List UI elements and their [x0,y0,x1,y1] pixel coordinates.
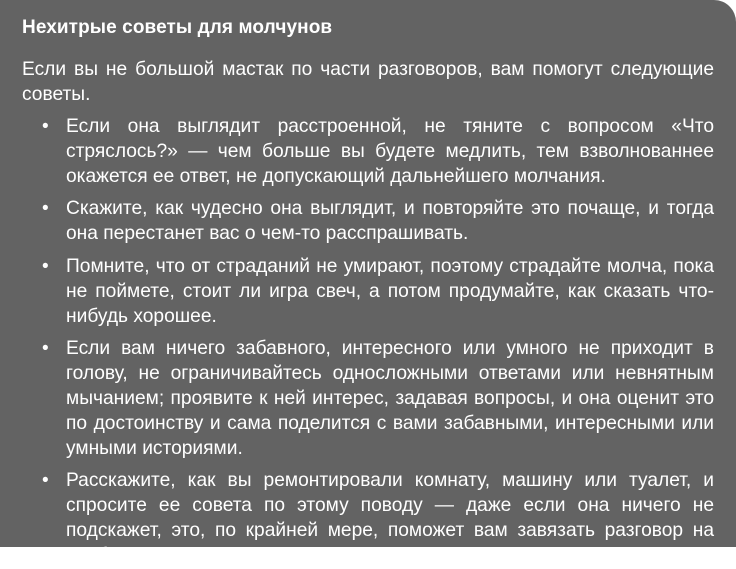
box-title: Нехитрые советы для молчунов [22,17,333,38]
tip-text: Помните, что от страданий не умирают, поэтому страдайте молча, пока не поймете, стоит ли игра свеч, а потом продумайте, как сказать что-нибудь хорошее. [66,255,714,327]
list-item [22,337,714,461]
tip-text: Расскажите, как вы ремонтировали комнату, машину или туалет, и спросите ее совета по этому поводу — даже если она ничего не подскажет, это, по крайней мере, поможет вам завязать разговор на удобную для вас тему (кроме туалета). [66,470,714,566]
tips-list [22,115,714,569]
intro-paragraph: Если вы не большой мастак по части разговоров, вам помогут следующие советы. [22,59,714,105]
list-item [22,255,714,329]
bullet-icon: • [42,255,49,277]
tip-text: Если она выглядит расстроенной, не тяните с вопросом «Что стряслось?» — чем больше вы будете медлить, тем взволнованнее окажется ее ответ, не допускающий дальнейшего молчания. [66,116,714,187]
bullet-icon: • [42,470,49,492]
tip-text: Если вам ничего забавного, интересного или умного не приходит в голову, не ограничивайтесь односложными ответами или невнятным мычанием; проявите к ней интерес, задавая вопросы, и она оценит это по достоинству и сама поделится с вами забавными, интересными или умными историями. [66,338,714,459]
list-item [22,115,714,189]
list-item [22,197,714,247]
tip-text: Скажите, как чудесно она выглядит, и повторяйте это почаще, и тогда она перестанет вас о чем-то расспрашивать. [66,198,714,245]
bullet-icon: • [42,338,49,360]
list-item [22,469,714,568]
bullet-icon: • [42,116,49,137]
bullet-icon: • [42,198,49,220]
